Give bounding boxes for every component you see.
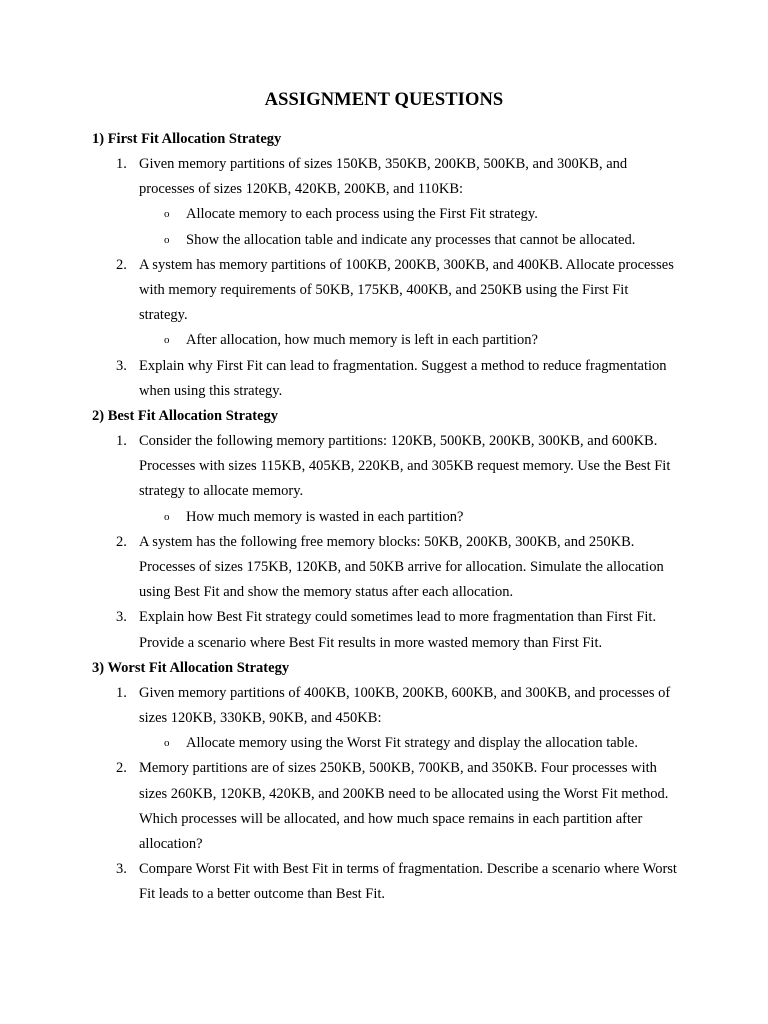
question-2-2 bbox=[116, 530, 679, 606]
bullet-icon: o bbox=[164, 233, 170, 246]
question-1-2 bbox=[116, 253, 679, 329]
bullet-icon: o bbox=[164, 737, 170, 750]
sub-item bbox=[164, 228, 686, 253]
question-1-3 bbox=[116, 354, 679, 404]
question-text: Explain why First Fit can lead to fragmentation. Suggest a method to reduce fragmentation when using this strategy. bbox=[139, 357, 667, 399]
question-number: 1. bbox=[116, 433, 127, 450]
bullet-icon: o bbox=[164, 334, 170, 347]
question-text: A system has memory partitions of 100KB, 200KB, 300KB, and 400KB. Allocate processes with memory requirements of 50KB, 175KB, 400KB, and 250KB using the First Fit strategy. bbox=[139, 256, 674, 324]
question-text: Given memory partitions of sizes 150KB, 350KB, 200KB, 500KB, and 300KB, and processes of sizes 120KB, 420KB, 200KB, and 110KB: bbox=[139, 156, 628, 198]
question-number: 2. bbox=[116, 533, 127, 550]
sub-item-text: After allocation, how much memory is left in each partition? bbox=[186, 332, 538, 349]
question-3-3 bbox=[116, 857, 679, 907]
section-heading-worst-fit: 3) Worst Fit Allocation Strategy bbox=[92, 659, 290, 676]
bullet-icon: o bbox=[164, 510, 170, 523]
question-number: 1. bbox=[116, 684, 127, 701]
question-text: Explain how Best Fit strategy could sometimes lead to more fragmentation than First Fit. Provide a scenario where Best Fit results in more wasted memory than First Fit. bbox=[139, 609, 657, 651]
question-number: 2. bbox=[116, 760, 127, 777]
sub-item-text: Allocate memory to each process using the First Fit strategy. bbox=[186, 206, 538, 223]
sub-item bbox=[164, 328, 686, 353]
page-title: ASSIGNMENT QUESTIONS bbox=[264, 90, 504, 110]
question-number: 3. bbox=[116, 861, 127, 878]
question-text: Memory partitions are of sizes 250KB, 500KB, 700KB, and 350KB. Four processes with sizes 260KB, 120KB, 420KB, and 200KB need to be allocated using the Worst Fit method. Which processes will be allocated, and how much space remains in each partition after allocation? bbox=[139, 760, 669, 853]
sub-item bbox=[164, 731, 686, 756]
sub-item-text: Show the allocation table and indicate any processes that cannot be allocated. bbox=[186, 231, 636, 248]
sub-item-text: Allocate memory using the Worst Fit strategy and display the allocation table. bbox=[186, 735, 638, 752]
document-content bbox=[0, 127, 768, 908]
sub-item bbox=[164, 505, 686, 530]
sub-item bbox=[164, 202, 686, 227]
question-2-3 bbox=[116, 605, 679, 655]
question-3-2 bbox=[116, 756, 679, 857]
section-heading-best-fit: 2) Best Fit Allocation Strategy bbox=[92, 408, 279, 425]
question-number: 2. bbox=[116, 256, 127, 273]
question-2-1 bbox=[116, 429, 679, 505]
section-heading-first-fit: 1) First Fit Allocation Strategy bbox=[92, 131, 282, 147]
bullet-icon: o bbox=[164, 208, 170, 221]
question-number: 3. bbox=[116, 609, 127, 626]
question-text: Given memory partitions of 400KB, 100KB, 200KB, 600KB, and 300KB, and processes of sizes 120KB, 330KB, 90KB, and 450KB: bbox=[139, 684, 671, 727]
question-text: A system has the following free memory blocks: 50KB, 200KB, 300KB, and 250KB. Processes of sizes 175KB, 120KB, and 50KB arrive for allocation. Simulate the allocation using Best Fit and show the memory status after each allocation. bbox=[139, 533, 664, 601]
question-number: 3. bbox=[116, 357, 127, 374]
sub-item-text: How much memory is wasted in each partition? bbox=[186, 508, 464, 525]
question-number: 1. bbox=[116, 156, 127, 172]
question-1-1 bbox=[116, 152, 679, 202]
question-text: Consider the following memory partitions: 120KB, 500KB, 200KB, 300KB, and 600KB. Processes with sizes 115KB, 405KB, 220KB, and 305KB request memory. Use the Best Fit strategy to allocate memory. bbox=[139, 433, 671, 500]
question-text: Compare Worst Fit with Best Fit in terms of fragmentation. Describe a scenario where Worst Fit leads to a better outcome than Best Fit. bbox=[139, 861, 677, 903]
question-3-1 bbox=[116, 681, 679, 731]
